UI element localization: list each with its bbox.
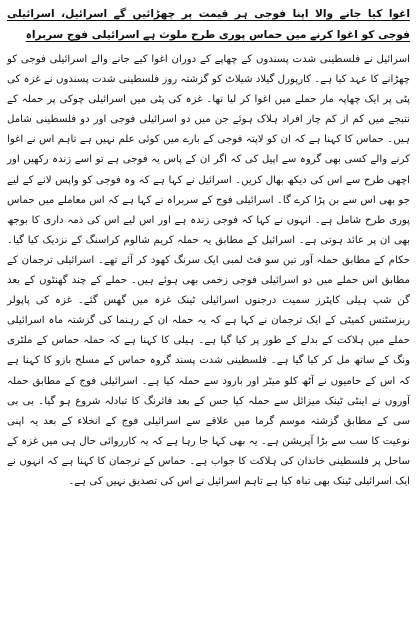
headline-text: اغوا کیا جانے والا اپنا فوجی ہر قیمت پر چھڑائیں گے اسرائیل، اسرائیلی فوجی کو اغوا کرنے میں حماس پوری طرح ملوث ہے اسرائیلی فوج سربراہ <box>7 8 410 41</box>
article-body: اسرائیل نے فلسطینی شدت پسندوں کے چھاپے کے دوران اغوا کیے جانے والے اسرائیلی فوجی کو چھڑانے کا عہد کیا ہے۔ کارپورل گیلاد شیلاٹ کو گزشتہ روز فلسطینی شدت پسندوں نے غزہ کی پٹی پر ایک چھاپہ مار حملے میں اغوا کر لیا تھا۔ غزہ کی پٹی میں اسرائیلی چوکی پر حملہ کے نتیجے میں کم از کم چار افراد ہلاک ہوئے جن میں دو اسرائیلی فوجی اور دو فلسطینی شامل ہیں۔ حماس کا کہنا ہے کہ ان کو لاپتہ فوجی کے بارے میں کوئی علم نہیں ہے تاہم اس نے اغوا کرنے والے کسی بھی گروہ سے اپیل کی کہ اگر ان کے پاس یہ فوجی ہے تو اسے زندہ رکھیں اور اچھی طرح سے اس کی دیکھ بھال کریں۔ اسرائیل نے کہا ہے کہ وہ فوجی کو واپس لانے کے لیے جو بھی اس سے بن پڑا کرے گا۔ اسرائیلی فوج کے سربراہ نے کہا ہے کہ اس معاملے میں حماس پوری طرح شامل ہے۔ انہوں نے کہا کہ فوجی زندہ ہے اور اس لیے اس کی ذمہ داری کا بوجھ بھی ان پر عائد ہوتی ہے۔ اسرائیل کے مطابق یہ حملہ کریم شالوم کراسنگ کے نزدیک کیا گیا۔ حکام کے مطابق حملہ آور تین سو فٹ لمبی ایک سرنگ کھود کر آئے تھے۔ اسرائیلی ترجمان کے مطابق اس حملے میں دو اسرائیلی فوجی زخمی بھی ہوئے ہیں۔ حملے کے چند گھنٹوں کے بعد گن شپ ہیلی کاپٹرز سمیت درجنوں اسرائیلی ٹینک غزہ میں گھس گئے۔ غزہ کی پاپولر ریزسٹنس کمیٹی کے ایک ترجمان نے کہا ہے کہ یہ حملہ ان کے رہنما کی گزشتہ ماہ اسرائیلی حملے میں ہلاکت کے بدلے کے طور پر کیا گیا ہے۔ ہیلی کا کہنا ہے کہ حملہ حماس کے ملٹری ونگ کے ساتھ مل کر کیا گیا ہے۔ فلسطینی شدت پسند گروہ حماس کے مسلح بازو کا کہنا ہے کہ اس کے حامیوں نے آٹھ کلو میٹر اور بارود سے حملہ کیا ہے۔ اسرائیلی فوج کے مطابق حملہ آوروں نے اینٹی ٹینک میزائل سے حملہ کیا جس کے بعد فائرنگ کا تبادلہ شروع ہو گیا۔ بی بی سی کے مطابق گزشتہ موسم گرما میں علاقے سے اسرائیلی فوج کے انخلاء کے بعد یہ اپنی نوعیت کا سب سے بڑا آپریشن ہے۔ یہ بھی کہا جا رہا ہے کہ یہ کارروائی حال ہی میں غزہ کے ساحل پر فلسطینی خاندان کی ہلاکت کا جواب ہے۔ حماس کے ترجمان کا کہنا ہے کہ انہوں نے ایک اسرائیلی ٹینک بھی تباہ کیا ہے تاہم اسرائیل نے اس کی تصدیق نہیں کی ہے۔ <box>7 54 410 487</box>
headline <box>7 4 410 46</box>
